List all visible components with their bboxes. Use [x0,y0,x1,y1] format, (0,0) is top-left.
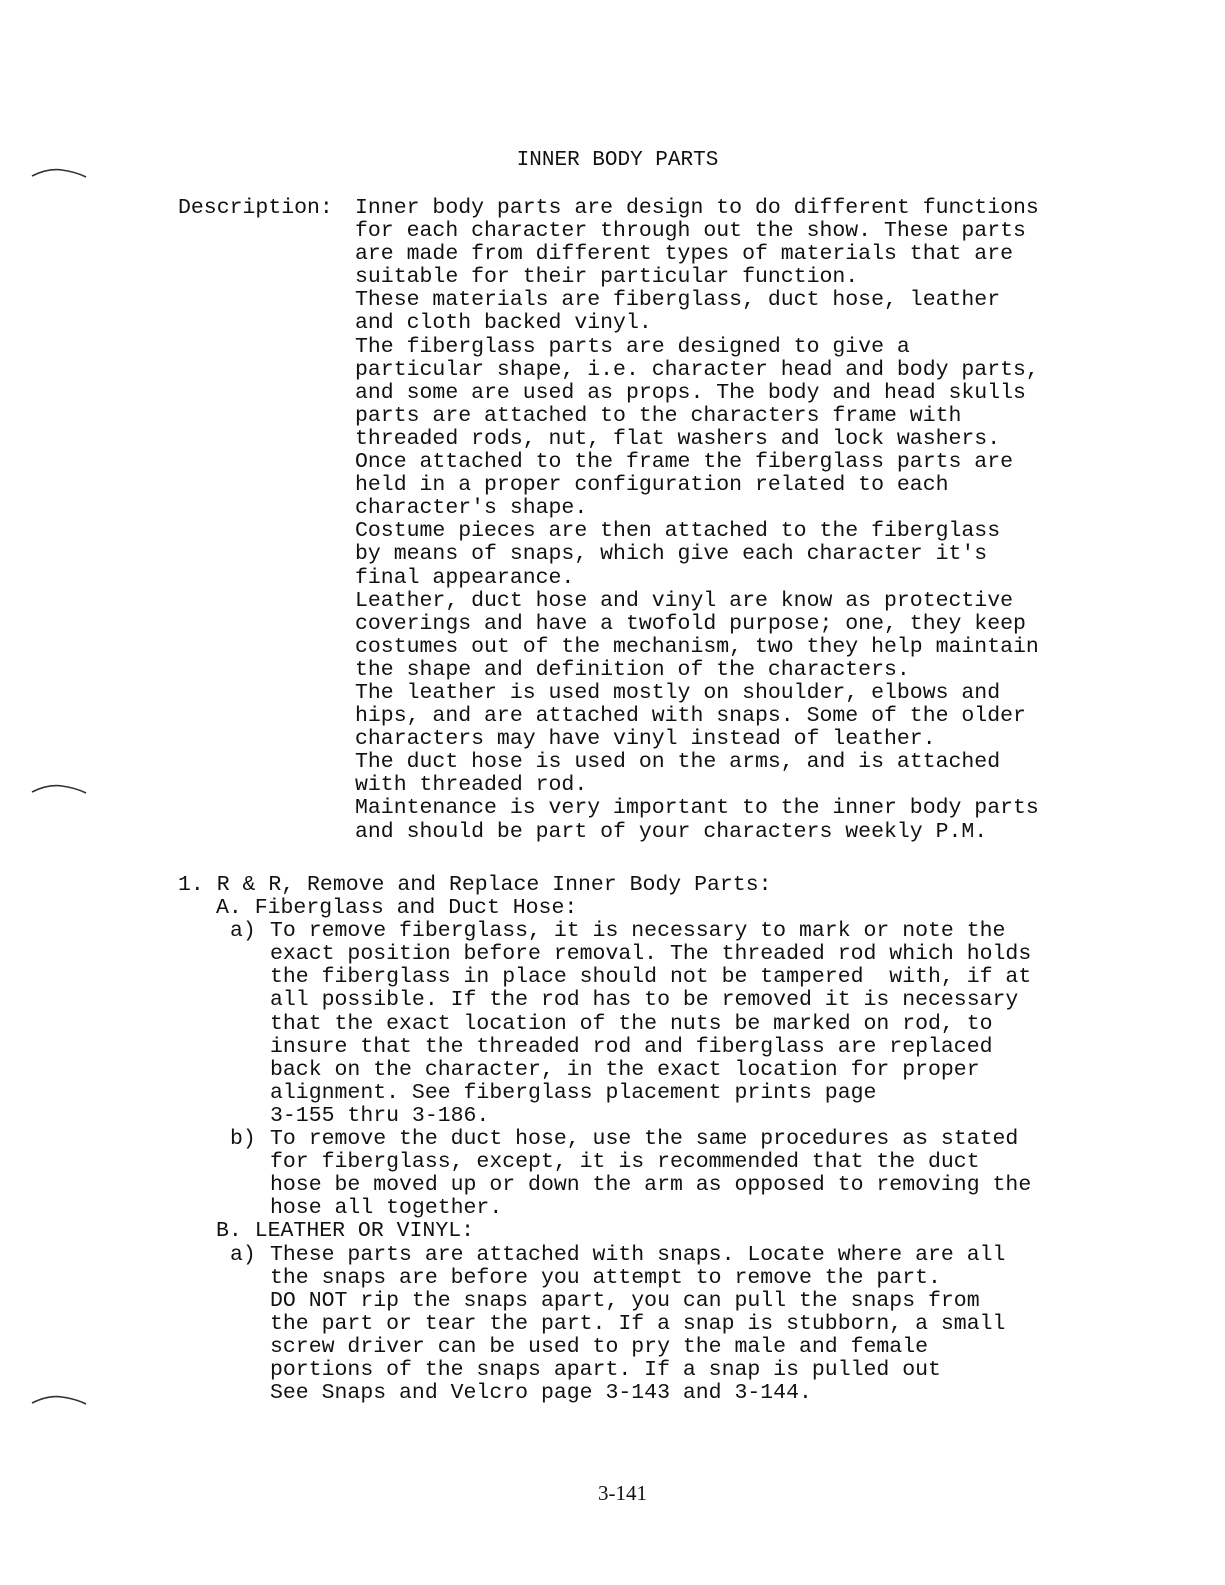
item-line: exact position before removal. The threaded rod which holds [270,942,1032,967]
description-line: final appearance. [355,565,575,590]
list-item [178,1244,1118,1406]
description-line: held in a proper configuration related to each [355,473,949,498]
description-line: Inner body parts are design to do different functions [355,196,1039,220]
item-line: screw driver can be used to pry the male and female [270,1334,929,1359]
description-line: and cloth backed vinyl. [355,311,652,336]
description-line: for each character through out the show. These parts [355,219,1026,244]
description-line: hips, and are attached with snaps. Some of the older [355,704,1026,729]
item-line: portions of the snaps apart. If a snap is pulled out [270,1357,941,1382]
description-line: with threaded rod. [355,773,588,798]
description-line: Once attached to the frame the fiberglass parts are [355,450,1014,475]
description-line: parts are attached to the characters frame with [355,403,962,428]
description-line: character's shape. [355,496,588,521]
page-title: INNER BODY PARTS [516,149,719,172]
margin-mark [28,782,88,796]
description-line: The duct hose is used on the arms, and is attached [355,750,1001,775]
item-line: all possible. If the rod has to be removed it is necessary [270,988,1019,1013]
item-line: See Snaps and Velcro page 3-143 and 3-144. [270,1381,812,1406]
description-line: threaded rods, nut, flat washers and lock washers. [355,426,1001,451]
item-line: that the exact location of the nuts be marked on rod, to [270,1011,993,1036]
description-line: by means of snaps, which give each character it's [355,542,988,567]
subsection-heading: B. LEATHER OR VINYL: [216,1219,475,1244]
item-marker: a) [230,1242,256,1267]
item-marker: a) [230,919,256,944]
subsection-heading: A. Fiberglass and Duct Hose: [216,896,578,921]
description-line: Costume pieces are then attached to the fiberglass [355,519,1001,544]
item-line: the snaps are before you attempt to remove the part. [270,1265,941,1290]
description-body [355,197,1115,844]
description-line: the shape and definition of the characters. [355,657,910,682]
item-line: hose all together. [270,1196,503,1221]
description-line: costumes out of the mechanism, two they help maintain [355,634,1039,659]
page-number: 3-141 [598,1481,647,1505]
item-line: for fiberglass, except, it is recommended that the duct [270,1150,980,1175]
procedure-section [178,874,1118,1405]
item-line: back on the character, in the exact location for proper [270,1057,980,1082]
description-label: Description: [178,196,333,220]
description-line: are made from different types of materials that are [355,242,1014,267]
item-line: hose be moved up or down the arm as opposed to removing the [270,1173,1032,1198]
item-line: To remove the duct hose, use the same procedures as stated [270,1127,1019,1152]
item-line: To remove fiberglass, it is necessary to mark or note the [270,919,1006,944]
section-heading: 1. R & R, Remove and Replace Inner Body Parts: [178,873,772,897]
description-line: and should be part of your characters weekly P.M. [355,819,988,844]
list-item [178,1128,1118,1220]
description-line: Maintenance is very important to the inner body parts [355,796,1039,821]
item-line: the part or tear the part. If a snap is stubborn, a small [270,1311,1006,1336]
item-line: insure that the threaded rod and fiberglass are replaced [270,1034,993,1059]
description-line: These materials are fiberglass, duct hose, leather [355,288,1001,313]
item-line: These parts are attached with snaps. Locate where are all [270,1242,1006,1267]
description-line: particular shape, i.e. character head and body parts, [355,357,1039,382]
description-line: Leather, duct hose and vinyl are know as protective [355,588,1014,613]
item-line: alignment. See fiberglass placement prints page [270,1080,877,1105]
item-marker: b) [230,1127,256,1152]
description-line: and some are used as props. The body and head skulls [355,380,1026,405]
description-line: The fiberglass parts are designed to give a [355,334,910,359]
description-line: coverings and have a twofold purpose; one, they keep [355,611,1026,636]
description-line: The leather is used mostly on shoulder, elbows and [355,680,1001,705]
margin-mark [28,1393,88,1407]
description-line: suitable for their particular function. [355,265,859,290]
item-line: the fiberglass in place should not be tampered with, if at [270,965,1032,990]
item-line: 3-155 thru 3-186. [270,1103,490,1128]
description-line: characters may have vinyl instead of leather. [355,727,936,752]
list-item [178,920,1118,1128]
item-line: DO NOT rip the snaps apart, you can pull the snaps from [270,1288,980,1313]
